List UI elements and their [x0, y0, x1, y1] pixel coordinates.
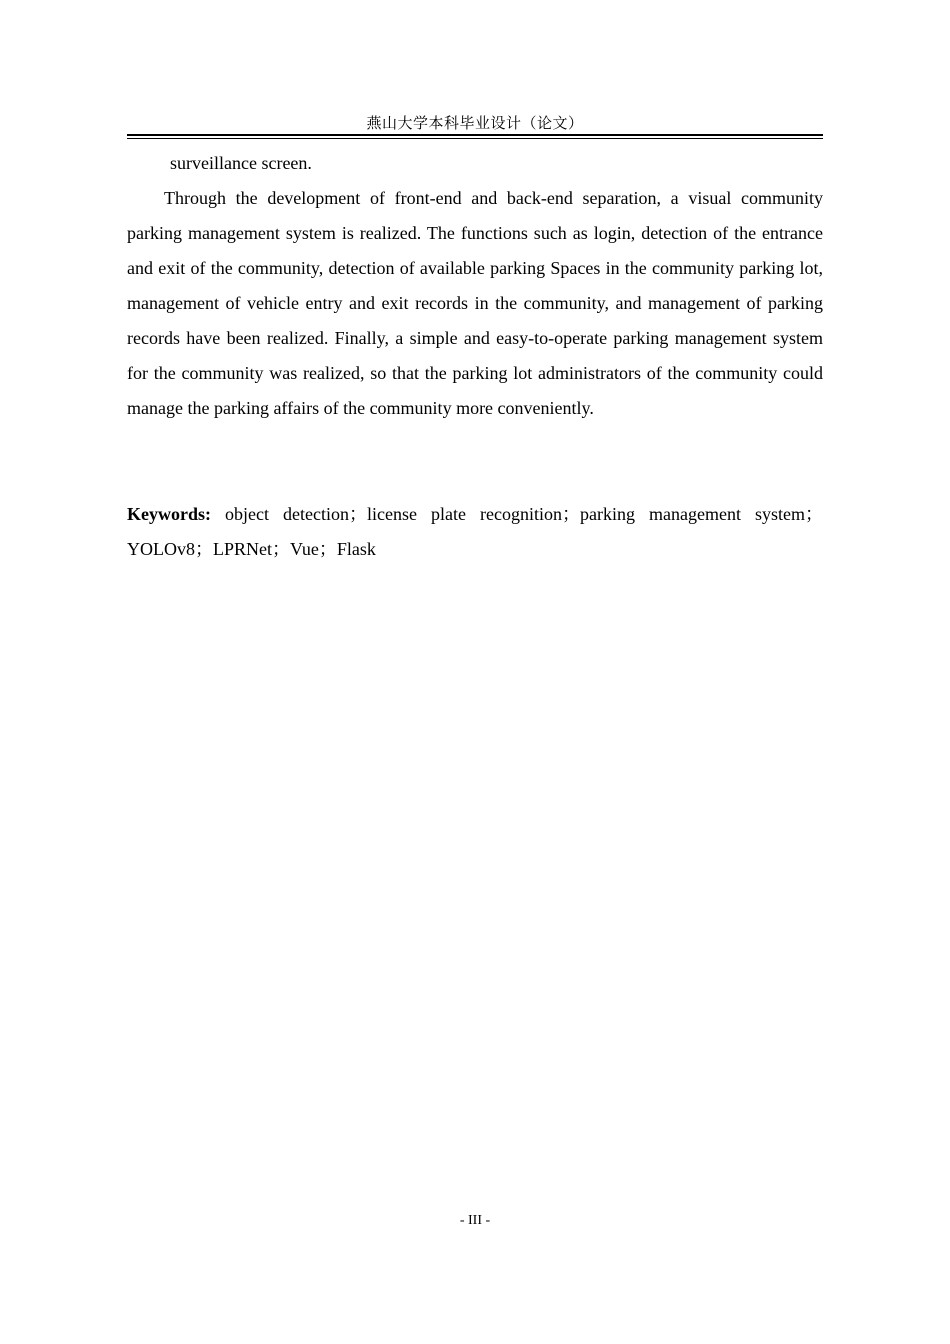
- page-header-title: 燕山大学本科毕业设计（论文）: [366, 114, 584, 132]
- keywords-list: object detection；license plate recognition；parking management system；YOLOv8；LPRNet；Vue；Flask: [127, 504, 823, 559]
- keywords-line: [127, 497, 823, 567]
- header-rule-thick: [127, 134, 823, 136]
- page-number: - III -: [459, 1213, 491, 1228]
- keywords-label: Keywords:: [127, 504, 211, 524]
- abstract-paragraph: Through the development of front-end and back-end separation, a visual community parking management system is realized. The functions such as login, detection of the entrance and exit of the community, detection of available parking Spaces in the community parking lot, management of vehicle entry and exit records in the community, and management of parking records have been realized. Finally, a simple and easy-to-operate parking management system for the community was realized, so that the parking lot administrators of the community could manage the parking affairs of the community more conveniently.: [127, 188, 823, 418]
- continued-paragraph: surveillance screen.: [170, 153, 312, 173]
- header-rule-thin: [127, 138, 823, 139]
